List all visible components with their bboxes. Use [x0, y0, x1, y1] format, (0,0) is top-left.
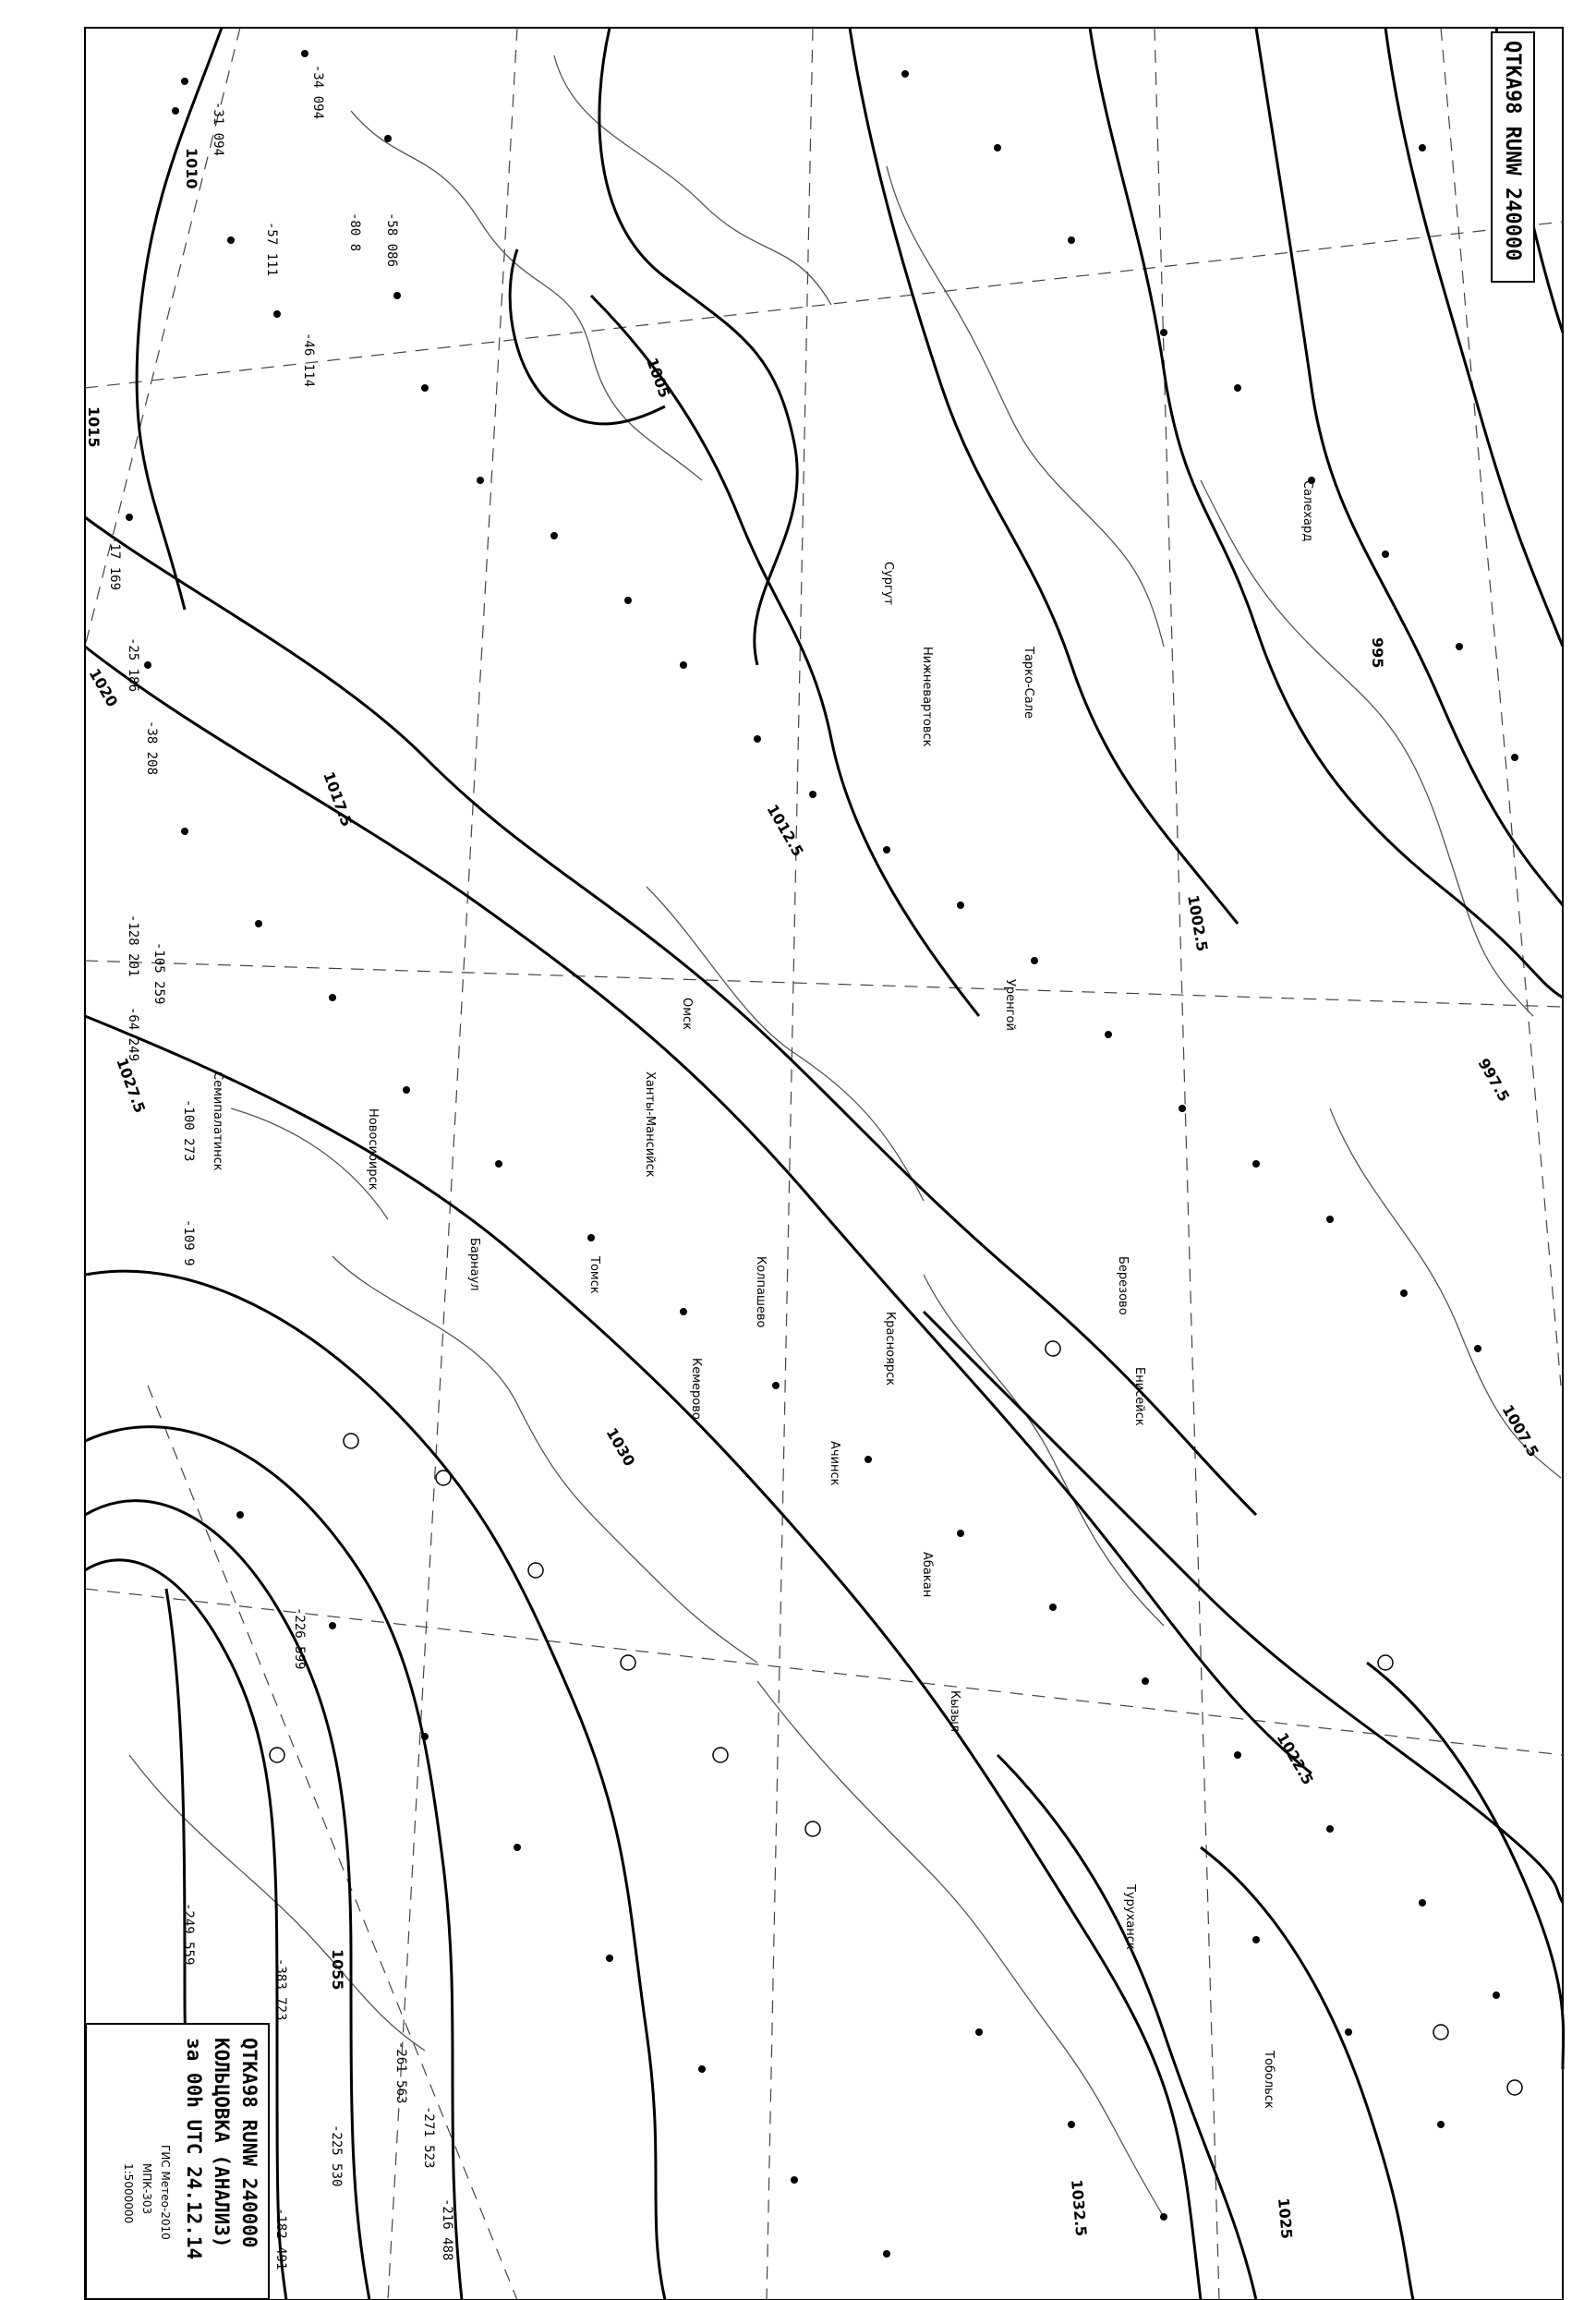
city-label: Ачинск	[828, 1441, 841, 1486]
station-value: -100 273	[181, 1099, 196, 1162]
station-value: -182 491	[273, 2208, 288, 2270]
city-label: Кемерово	[689, 1358, 703, 1420]
city-label: Нижневартовск	[920, 647, 934, 747]
station-value: -80 8	[347, 212, 362, 252]
stamp-credit2: МПК-303	[140, 2163, 153, 2215]
city-labels	[211, 480, 1314, 2109]
city-label: Колпашево	[754, 1256, 768, 1328]
station-value: -34 094	[310, 65, 325, 120]
stamp-credit1: ГИС Метео-2010	[159, 2145, 172, 2240]
city-label: Кызыл	[948, 1690, 961, 1732]
stamp-line2: КОЛЬЦОВКА (АНАЛИЗ)	[211, 2038, 233, 2248]
isobar-label: 1002.5	[1184, 893, 1212, 953]
station-value: -249 559	[181, 1903, 196, 1966]
station-value: -225 530	[329, 2124, 344, 2187]
station-value: -58 086	[384, 212, 399, 268]
isobar-label: 997.5	[1474, 1055, 1514, 1105]
city-label: Тарко-Сале	[1022, 647, 1035, 720]
station-value: -46 114	[301, 333, 316, 388]
isobar-label: 995	[1369, 637, 1386, 669]
isobar-label: 1017.5	[320, 769, 357, 829]
isobar-label: 1032.5	[1068, 2178, 1091, 2237]
isobar-label: 1007.5	[1498, 1401, 1542, 1460]
isobar-label: 1005	[643, 355, 674, 401]
city-label: Ханты-Мансийск	[643, 1071, 657, 1178]
isobar-label: 1015	[85, 406, 103, 448]
station-value: -105 259	[151, 942, 166, 1005]
isobar-label: 1022.5	[1273, 1729, 1317, 1788]
station-values	[107, 65, 454, 2270]
isobar-label: 1010	[183, 148, 200, 189]
station-value: -226 599	[292, 1607, 307, 1670]
station-value: -216 488	[440, 2198, 454, 2261]
isobar-label: 1055	[329, 1949, 346, 1991]
station-value: -25 186	[126, 637, 140, 693]
isobar-label: 1030	[602, 1424, 639, 1470]
city-label: Тобольск	[1262, 2051, 1276, 2109]
isobar-label: 1020	[85, 665, 122, 710]
station-value: -271 523	[421, 2106, 436, 2169]
isobar-label: 1027.5	[113, 1055, 150, 1116]
station-value: -109 9	[181, 1219, 196, 1266]
city-label: Сургут	[881, 562, 895, 606]
city-label: Красноярск	[883, 1312, 897, 1386]
city-label: Туруханск	[1123, 1884, 1137, 1950]
station-value: -261 563	[393, 2041, 408, 2104]
station-value: -64 249	[126, 1007, 140, 1062]
city-label: Семипалатинск	[211, 1071, 224, 1171]
city-label: Барнаул	[467, 1238, 481, 1291]
city-label: Томск	[587, 1256, 601, 1294]
isobar-label: 1012.5	[763, 801, 807, 860]
city-label: Абакан	[920, 1552, 934, 1598]
station-value: -57 111	[264, 222, 279, 277]
station-value: -128 201	[126, 914, 140, 977]
station-value: -38 208	[144, 720, 159, 776]
station-value: -31 094	[211, 102, 225, 157]
city-label: Уренгой	[1003, 979, 1017, 1031]
city-label: Енисейск	[1132, 1367, 1146, 1426]
stamp-credit3: 1:5000000	[122, 2163, 135, 2224]
top-title: QTKA98 RUNW 240000	[1501, 41, 1524, 261]
stamp-line3: за 00h UTC 24.12.14	[183, 2038, 205, 2260]
city-label: Салехард	[1300, 480, 1314, 542]
station-value: -383 723	[273, 1958, 288, 2021]
station-value: -17 169	[107, 536, 122, 591]
city-label: Омск	[680, 998, 694, 1031]
isobar-labels	[85, 148, 1542, 2240]
city-label: Новосибирск	[366, 1108, 380, 1191]
chart-stamp	[85, 2023, 270, 2300]
top-title-box	[1491, 31, 1535, 283]
city-label: Березово	[1116, 1256, 1130, 1315]
stamp-line1: QTKA98 RUNW 240000	[238, 2038, 260, 2248]
isobar-label: 1025	[1275, 2197, 1296, 2240]
